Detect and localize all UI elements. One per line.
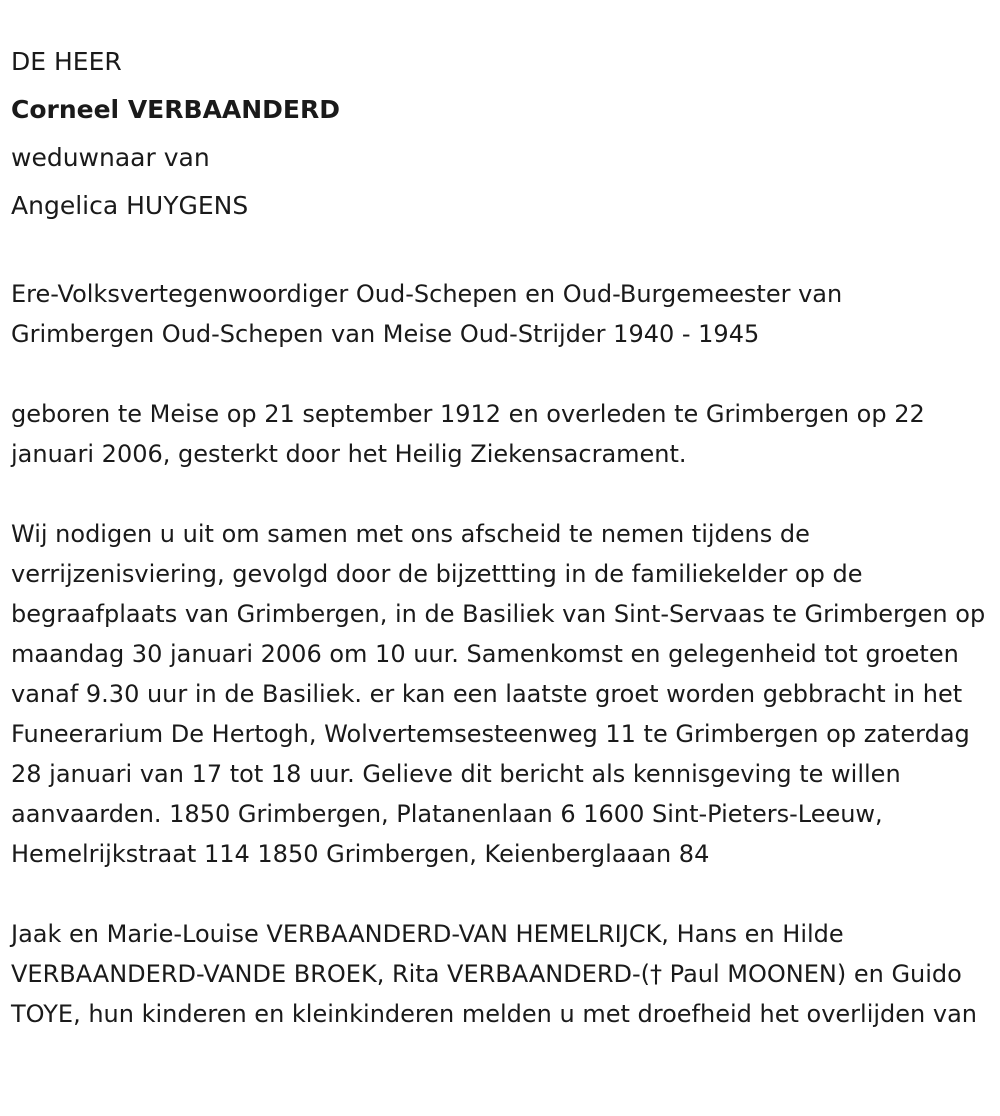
birth-death-paragraph: geboren te Meise op 21 september 1912 en overleden te Grimbergen op 22 januari 2006, gesterkt door het Heilig Ziekensacrament.: [11, 400, 925, 468]
spacer: [11, 474, 990, 514]
spacer: [11, 874, 990, 914]
relation-label: weduwnaar van: [11, 143, 210, 172]
deceased-name: Corneel VERBAANDERD: [11, 95, 341, 124]
family-announcement-paragraph: Jaak en Marie-Louise VERBAANDERD-VAN HEMELRIJCK, Hans en Hilde VERBAANDERD-VANDE BROEK, Rita VERBAANDERD-(† Paul MOONEN) en Guido TOYE, hun kinderen en kleinkinderen melden u met droefheid het overlijden van: [11, 920, 977, 1028]
honorific-title: DE HEER: [11, 47, 122, 76]
titles-paragraph: Ere-Volksvertegenwoordiger Oud-Schepen en Oud-Burgemeester van Grimbergen Oud-Schepen van Meise Oud-Strijder 1940 - 1945: [11, 280, 843, 348]
spacer: [11, 354, 990, 394]
ceremony-invitation-paragraph: Wij nodigen u uit om samen met ons afscheid te nemen tijdens de verrijzenisviering, gevolgd door de bijzettting in de familiekelder op de begraafplaats van Grimbergen, in de Basiliek van Sint-Servaas te Grimbergen op maandag 30 januari 2006 om 10 uur. Samenkomst en gelegenheid tot groeten vanaf 9.30 uur in de Basiliek. er kan een laatste groet worden gebbracht in het Funeerarium De Hertogh, Wolvertemsesteenweg 11 te Grimbergen op zaterdag 28 januari van 17 tot 18 uur. Gelieve dit bericht als kennisgeving te willen aanvaarden. 1850 Grimbergen, Platanenlaan 6 1600 Sint-Pieters-Leeuw, Hemelrijkstraat 114 1850 Grimbergen, Keienberglaaan 84: [11, 520, 986, 868]
spouse-name: Angelica HUYGENS: [11, 191, 249, 220]
spacer: [11, 230, 990, 274]
